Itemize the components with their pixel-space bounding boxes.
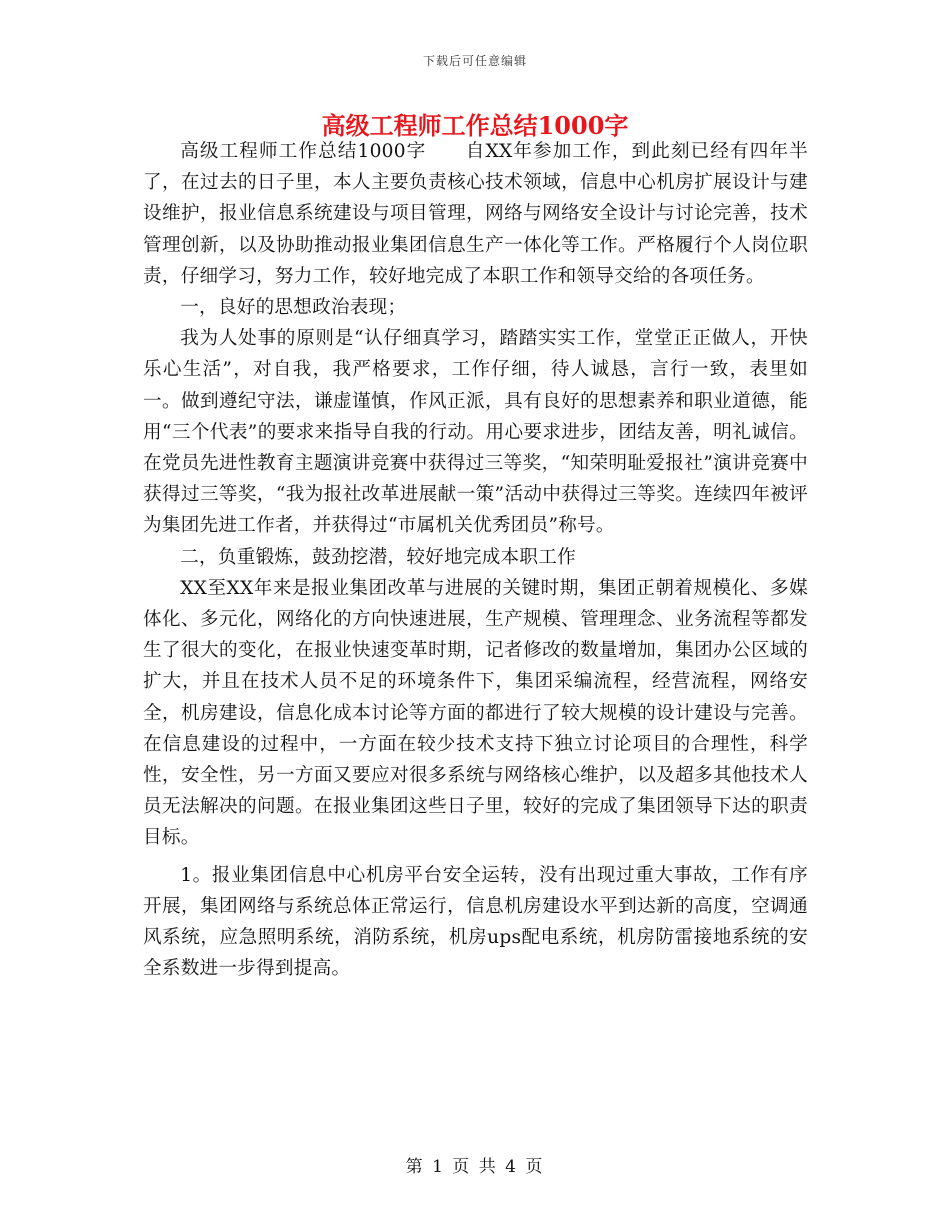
paragraph-political: 我为人处事的原则是“认仔细真学习，踏踏实实工作，堂堂正正做人，开快乐心生活”，对自我，我严格要求，工作仔细，待人诚恳，言行一致，表里如一。做到遵纪守法，谦虚谨慎，作风正派，具有良好的思想素养和职业道德，能用“三个代表”的要求来指导自我的行动。用心要求进步，团结友善，明礼诚信。在党员先进性教育主题演讲竞赛中获得过三等奖，“知荣明耻爱报社”演讲竞赛中获得过三等奖，“我为报社改革进展献一策”活动中获得过三等奖。连续四年被评为集团先进工作者，并获得过“市属机关优秀团员”称号。 [143, 328, 808, 537]
paragraph-item-1: 1。报业集团信息中心机房平台安全运转，没有出现过重大事故，工作有序开展，集团网络与系统总体正常运行，信息机房建设水平到达新的高度，空调通风系统，应急照明系统，消防系统，机房ups配电系统，机房防雷接地系统的安全系数进一步得到提高。 [143, 864, 808, 980]
page-number: 第 1 页 共 4 页 [405, 1157, 545, 1177]
document-title: 高级工程师工作总结1000字 [321, 111, 629, 140]
paragraph-intro: 高级工程师工作总结1000字 自XX年参加工作，到此刻已经有四年半了，在过去的日子里，本人主要负责核心技术领域，信息中心机房扩展设计与建设维护，报业信息系统建设与项目管理，网络与网络安全设计与讨论完善，技术管理创新，以及协助推动报业集团信息生产一体化等工作。严格履行个人岗位职责，仔细学习，努力工作，较好地完成了本职工作和领导交给的各项任务。 [143, 141, 808, 287]
section-heading-1: 一，良好的思想政治表现； [180, 297, 407, 319]
document-body [143, 136, 808, 984]
page-header-note: 下载后可任意编辑 [422, 54, 527, 68]
paragraph-work: XX至XX年来是报业集团改革与进展的关键时期，集团正朝着规模化、多媒体化、多元化，网络化的方向快速进展，生产规模、管理理念、业务流程等都发生了很大的变化，在报业快速变革时期，记者修改的数量增加，集团办公区域的扩大，并且在技术人员不足的环境条件下，集团采编流程，经营流程，网络安全，机房建设，信息化成本讨论等方面的都进行了较大规模的设计建设与完善。在信息建设的过程中，一方面在较少技术支持下独立讨论项目的合理性，科学性，安全性，另一方面又要应对很多系统与网络核心维护，以及超多其他技术人员无法解决的问题。在报业集团这些日子里，较好的完成了集团领导下达的职责目标。 [143, 577, 808, 849]
section-heading-2: 二，负重锻炼，鼓劲挖潜，较好地完成本职工作 [180, 546, 576, 568]
